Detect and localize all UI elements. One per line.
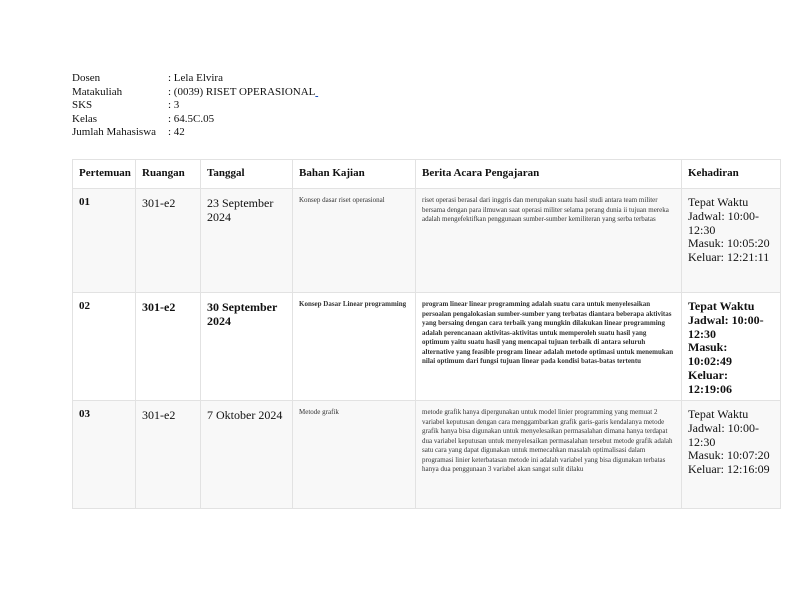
sks-value: : 3 — [168, 99, 180, 111]
header-ruangan: Ruangan — [136, 160, 201, 189]
table-row — [73, 293, 781, 401]
table-header-row — [73, 160, 781, 189]
cell-tanggal: 7 Oktober 2024 — [201, 401, 293, 509]
dosen-value: : Lela Elvira — [168, 72, 223, 84]
info-row-sks — [72, 99, 318, 113]
kehadiran-masuk: Masuk: 10:05:20 — [688, 236, 770, 251]
jumlah-value: : 42 — [168, 126, 185, 138]
info-row-kelas — [72, 113, 318, 127]
cell-bahan-kajian: Metode grafik — [293, 401, 416, 509]
cell-berita-acara: riset operasi berasal dari inggris dan merupakan suatu hasil studi antara team militer bersama dengan para ilmuwan saat operasi militer selama perang dunia ii tujuan mereka adalah mengefektifkan penggunaan sumber-sumber kemiliteran yang serba terbatas — [416, 189, 682, 293]
header-bahan-kajian: Bahan Kajian — [293, 160, 416, 189]
kehadiran-status: Tepat Waktu — [688, 195, 749, 209]
cell-berita-acara: program linear linear programming adalah suatu cara untuk menyelesaikan persoalan pengalokasian sumber-sumber yang terbatas diantara beberapa aktivitas yang bersaing dengan cara terbaik yang mungkin dilakukan linear programming adalah perencanaan aktivitas-aktivitas untuk memperoleh suatu hasil yang optimum yaitu suatu hasil yang mencapai tujuan terbaik di antara seluruh alternative yang feasible program linear adalah metode optimasi untuk menemukan nilai optimum dari fungsi tujuan linear pada kondisi batas-batas tertentu — [416, 293, 682, 401]
table-row — [73, 189, 781, 293]
cell-kehadiran — [682, 401, 781, 509]
kehadiran-masuk: Masuk: 10:07:20 — [688, 448, 770, 463]
info-row-jumlah — [72, 126, 318, 140]
info-row-dosen — [72, 72, 318, 86]
cell-bahan-kajian: Konsep dasar riset operasional — [293, 189, 416, 293]
kehadiran-jadwal: Jadwal: 10:00-12:30 — [688, 420, 759, 449]
cell-berita-acara: metode grafik hanya dipergunakan untuk model linier programming yang memuat 2 variabel keputusan dengan cara menggambarkan grafik garis-garis kendalanya metode grafik hanya bisa digunakan untuk menyelesaikan permasalahan dimana hanya terdapat dua variabel keputusan untuk menyelesaikan permasalahan tersebut metode grafik adalah satu cara yang dapat digunakan untuk memecahkan masalah optimalisasi dalam programasi linier keterbatasan metode ini adalah variabel yang bisa digunakan terbatas hanya dua penggunaan 3 variabel akan sangat sulit dilaku — [416, 401, 682, 509]
jumlah-label: Jumlah Mahasiswa — [72, 126, 157, 138]
sks-label: SKS — [72, 99, 93, 111]
table-row — [73, 401, 781, 509]
kehadiran-status: Tepat Waktu — [688, 299, 755, 313]
cell-ruangan: 301-e2 — [136, 293, 201, 401]
kehadiran-jadwal: Jadwal: 10:00-12:30 — [688, 312, 764, 341]
header-berita-acara: Berita Acara Pengajaran — [416, 160, 682, 189]
cell-pertemuan: 01 — [73, 189, 136, 293]
info-row-matakuliah — [72, 86, 318, 100]
kehadiran-keluar: Keluar: 12:21:11 — [688, 250, 770, 265]
matakuliah-label: Matakuliah — [72, 85, 123, 98]
cell-kehadiran — [682, 189, 781, 293]
dosen-label: Dosen — [72, 72, 101, 84]
kehadiran-keluar: Keluar: 12:19:06 — [688, 367, 732, 396]
cell-tanggal: 30 September 2024 — [201, 293, 293, 401]
header-kehadiran: Kehadiran — [682, 160, 781, 189]
cell-bahan-kajian: Konsep Dasar Linear programming — [293, 293, 416, 401]
header-tanggal: Tanggal — [201, 160, 293, 189]
kehadiran-jadwal: Jadwal: 10:00-12:30 — [688, 208, 759, 237]
cell-ruangan: 301-e2 — [136, 189, 201, 293]
cell-pertemuan: 03 — [73, 401, 136, 509]
cell-kehadiran — [682, 293, 781, 401]
cell-ruangan: 301-e2 — [136, 401, 201, 509]
kehadiran-masuk: Masuk: 10:02:49 — [688, 340, 732, 369]
kelas-value: : 64.5C.05 — [168, 112, 215, 125]
kelas-label: Kelas — [72, 112, 98, 125]
course-info — [72, 72, 318, 140]
kehadiran-keluar: Keluar: 12:16:09 — [688, 462, 770, 477]
header-pertemuan: Pertemuan — [73, 160, 136, 189]
kehadiran-status: Tepat Waktu — [688, 407, 749, 421]
attendance-table — [72, 159, 781, 509]
cell-tanggal: 23 September 2024 — [201, 189, 293, 293]
matakuliah-value: : (0039) RISET OPERASIONAL — [168, 85, 316, 98]
cell-pertemuan: 02 — [73, 293, 136, 401]
matakuliah-link[interactable] — [315, 86, 318, 100]
